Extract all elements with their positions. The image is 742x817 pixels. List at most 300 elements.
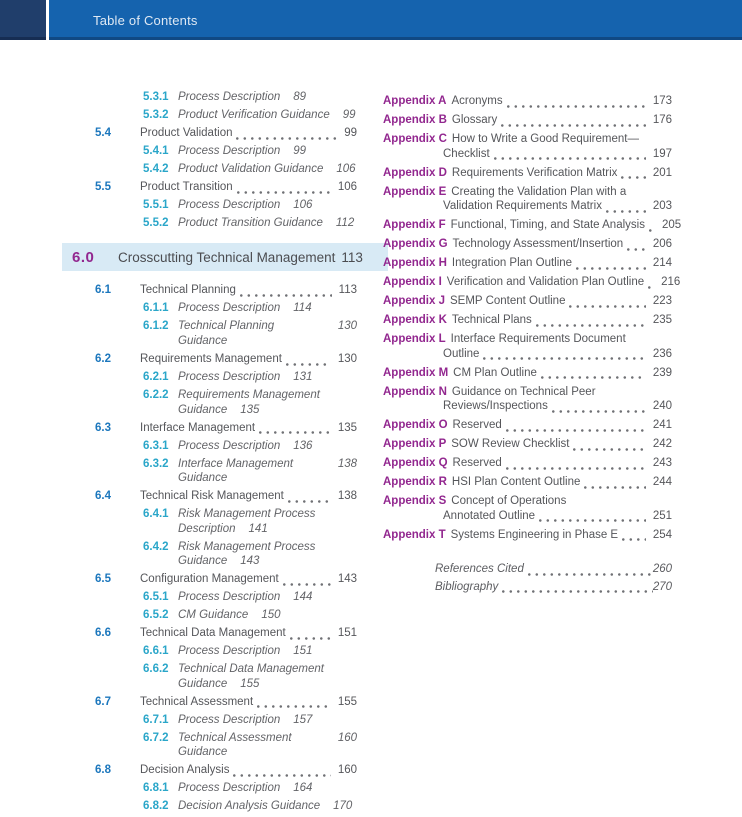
entry-title: SOW Review Checklist	[451, 438, 570, 450]
entry-number: 5.4.2	[143, 162, 169, 175]
entry-title: Technical Planning	[140, 284, 236, 297]
entry-line-1	[383, 494, 672, 509]
entry-title: Process Description	[178, 439, 281, 452]
entry-number: 6.6	[95, 627, 111, 640]
entry-title: Product Transition Guidance	[178, 216, 323, 229]
entry-page-number: 160	[337, 764, 357, 777]
appendix-label: Appendix T	[383, 528, 446, 541]
entry-number: 6.8	[95, 764, 111, 777]
entry-title-continued: Description	[178, 522, 236, 535]
entry-number: 5.4	[95, 126, 111, 139]
toc-entry-6.7[interactable]	[62, 695, 383, 710]
entry-line-1	[383, 218, 682, 233]
entry-page-number: 214	[652, 257, 672, 269]
dot-leader	[483, 357, 645, 360]
entry-title: Decision Analysis	[140, 764, 230, 777]
entry-title: Integration Plan Outline	[451, 257, 573, 269]
dot-leader	[649, 229, 655, 232]
entry-title: Product Validation Guidance	[178, 162, 324, 175]
entry-page-number: 235	[652, 314, 672, 326]
entry-page-number: 223	[652, 295, 672, 307]
entry-title: Process Description	[178, 591, 281, 604]
toc-entry-references-cited[interactable]	[435, 562, 672, 577]
entry-title-continued: Checklist	[443, 147, 490, 160]
dot-leader	[573, 448, 645, 451]
dot-leader	[606, 210, 646, 213]
toc-entry-appendix-r[interactable]	[383, 475, 672, 490]
entry-page-number: 114	[293, 302, 312, 315]
entry-page-number: 106	[293, 198, 313, 211]
toc-entry-appendix-j[interactable]	[383, 294, 672, 309]
toc-entry-6.2[interactable]	[62, 352, 383, 367]
toc-entry-6.1[interactable]	[62, 283, 383, 298]
entry-title: Creating the Validation Plan with a	[451, 185, 627, 198]
entry-number: 6.2.1	[143, 371, 169, 384]
entry-number: 5.5	[95, 180, 111, 193]
entry-page-number: 155	[240, 677, 260, 690]
entry-title: Technology Assessment/Insertion	[452, 238, 624, 250]
appendix-label: Appendix E	[383, 185, 447, 198]
dot-leader	[502, 590, 653, 593]
toc-entry-appendix-h[interactable]	[383, 256, 672, 271]
entry-number: 6.3	[95, 421, 111, 434]
dot-leader	[288, 500, 331, 503]
toc-entry-6.8[interactable]	[62, 763, 383, 778]
toc-entry-5.4.2[interactable]	[62, 162, 383, 177]
entry-title: Bibliography	[435, 580, 499, 593]
entry-title-continued: Reviews/Inspections	[443, 400, 548, 412]
entry-title: How to Write a Good Requirement—	[451, 133, 639, 145]
toc-entry-appendix-i[interactable]	[383, 275, 681, 290]
entry-page-number: 201	[652, 166, 672, 179]
toc-entry-appendix-f[interactable]	[383, 218, 682, 233]
entries-before-chapter	[62, 90, 383, 230]
entry-number: 6.5	[95, 573, 111, 586]
appendix-label: Appendix M	[383, 366, 449, 379]
toc-entry-appendix-e[interactable]	[383, 185, 672, 214]
appendix-label: Appendix H	[383, 257, 447, 269]
entry-page-number: 99	[293, 144, 307, 157]
entry-number: 5.5.1	[143, 198, 169, 211]
entry-number: 6.2.2	[143, 389, 169, 401]
toc-entry-6.4[interactable]	[62, 489, 383, 504]
entry-page-number: 251	[652, 509, 672, 522]
entry-title: Acronyms	[451, 95, 503, 107]
entry-title: Technical Data Management	[140, 627, 286, 640]
toc-entry-6.1.2[interactable]	[62, 319, 383, 348]
entry-title: Configuration Management	[140, 573, 279, 586]
entry-title: Requirements Management	[178, 389, 320, 401]
appendix-label: Appendix D	[383, 166, 447, 179]
entry-page-number: 113	[338, 284, 357, 297]
entry-page-number: 173	[652, 95, 672, 107]
entry-number: 6.1.2	[143, 320, 169, 333]
toc-entry-5.5.1[interactable]	[62, 198, 383, 213]
dot-leader	[494, 157, 646, 160]
entry-page-number: 254	[652, 528, 672, 541]
entry-page-number: 157	[293, 713, 313, 726]
appendix-label: Appendix I	[383, 276, 442, 288]
entry-title: Requirements Verification Matrix	[451, 166, 618, 179]
toc-entry-6.7.2[interactable]	[62, 731, 383, 760]
entry-number: 6.3.2	[143, 457, 169, 470]
entry-title: Technical Data Management	[178, 663, 324, 676]
appendix-label: Appendix S	[383, 495, 447, 507]
entry-title: Guidance on Technical Peer	[451, 385, 596, 398]
entry-page-number: 89	[293, 91, 307, 103]
toc-entry-6.3.1[interactable]	[62, 439, 383, 454]
entry-title: References Cited	[435, 563, 524, 575]
entry-line-1	[383, 132, 672, 147]
entry-page-number: 135	[240, 403, 260, 416]
toc-entry-5.4[interactable]	[62, 126, 383, 141]
dot-leader	[536, 324, 646, 327]
appendix-label: Appendix J	[383, 295, 445, 307]
toc-entry-6.8.2[interactable]	[62, 799, 383, 814]
entry-line-1	[62, 507, 383, 522]
toc-entry-appendix-a[interactable]	[383, 94, 672, 109]
entry-line-1	[383, 456, 672, 471]
dot-leader	[259, 431, 331, 434]
dot-leader	[506, 467, 646, 470]
entry-page-number: 144	[293, 591, 313, 604]
entry-line-1	[62, 388, 383, 403]
entry-number: 6.2	[95, 353, 111, 366]
entry-page-number: 130	[337, 320, 357, 333]
entry-page-number: 236	[652, 347, 672, 360]
entry-line-1	[383, 166, 672, 181]
toc-entry-appendix-d[interactable]	[383, 166, 672, 181]
entry-title: Interface Management	[140, 421, 256, 434]
entry-number: 6.3.1	[143, 439, 169, 452]
entry-page-number: 151	[293, 645, 313, 658]
entry-title-continued: Outline	[443, 347, 480, 360]
entry-title: SEMP Content Outline	[449, 295, 566, 307]
appendix-entries	[383, 94, 682, 542]
entry-page-number: 203	[652, 200, 672, 212]
entry-number: 6.4	[95, 490, 111, 503]
entry-page-number: 130	[337, 353, 357, 366]
entry-title: Product Transition	[140, 180, 233, 193]
entry-page-number: 155	[337, 695, 357, 708]
entry-page-number: 243	[652, 457, 672, 469]
entry-title: Decision Analysis Guidance	[178, 800, 321, 813]
entry-line-2	[383, 509, 672, 524]
toc-entry-5.3.1[interactable]	[62, 90, 383, 105]
entry-title: CM Plan Outline	[453, 366, 537, 379]
entry-line-1	[383, 275, 681, 290]
entry-title: Technical Risk Management	[140, 490, 284, 503]
dot-leader	[622, 538, 646, 541]
entry-title: CM Guidance	[178, 609, 249, 622]
entry-line-2	[62, 554, 383, 569]
entry-page-number: 143	[240, 555, 260, 568]
toc-entry-appendix-c[interactable]	[383, 132, 672, 161]
entry-title: Risk Management Process	[178, 540, 316, 553]
entry-title-continued: Guidance	[178, 555, 228, 568]
appendix-label: Appendix K	[383, 314, 447, 326]
entry-page-number: 197	[652, 147, 672, 160]
appendix-label: Appendix P	[383, 438, 447, 450]
dot-leader	[621, 176, 645, 179]
toc-entry-6.6.1[interactable]	[62, 644, 383, 659]
entry-line-1	[383, 385, 672, 400]
entry-page-number: 138	[337, 490, 357, 503]
toc-entry-6.4.1[interactable]	[62, 507, 383, 536]
entry-line-1	[383, 185, 672, 200]
appendix-label: Appendix C	[383, 133, 447, 145]
entry-title: HSI Plan Content Outline	[451, 476, 581, 488]
dot-leader	[290, 637, 331, 640]
toc-entry-6.5.2[interactable]	[62, 608, 383, 623]
toc-entry-5.5[interactable]	[62, 180, 383, 195]
entry-title: Requirements Management	[140, 353, 282, 366]
entry-line-1	[383, 294, 672, 309]
entry-title: Process Description	[178, 782, 281, 795]
entry-line-2	[62, 522, 383, 537]
entry-title: Reserved	[452, 457, 502, 469]
toc-entry-6.2.2[interactable]	[62, 388, 383, 417]
appendix-label: Appendix L	[383, 333, 446, 345]
entry-page-number: 160	[337, 731, 357, 744]
entry-number: 6.6.2	[143, 663, 169, 676]
toc-body	[0, 40, 742, 817]
dot-leader	[584, 486, 645, 489]
chapter-6-heading[interactable]	[62, 243, 388, 271]
entry-page-number: 244	[652, 476, 672, 488]
entry-page-number: 131	[293, 371, 313, 384]
entry-title: Glossary	[451, 114, 498, 126]
toc-entry-6.6.2[interactable]	[62, 662, 383, 691]
entry-title: Technical Assessment Guidance	[178, 731, 292, 759]
entry-number: 6.7	[95, 695, 111, 708]
dot-leader	[236, 137, 337, 140]
toc-entry-6.3[interactable]	[62, 421, 383, 436]
entry-number: 6.7.2	[143, 731, 169, 744]
entry-number: 6.1.1	[143, 302, 169, 315]
toc-entry-appendix-l[interactable]	[383, 332, 672, 361]
entry-title: Functional, Timing, and State Analysis	[450, 219, 645, 231]
entry-number: 5.5.2	[143, 216, 169, 229]
toc-entry-6.8.1[interactable]	[62, 781, 383, 796]
appendix-label: Appendix N	[383, 385, 447, 398]
toc-entry-6.4.2[interactable]	[62, 540, 383, 569]
toc-entry-5.5.2[interactable]	[62, 216, 383, 231]
entry-number: 6.5.2	[143, 609, 169, 622]
back-matter-entries	[383, 562, 672, 594]
entry-page-number: 241	[652, 419, 672, 431]
entry-page-number: 99	[342, 108, 356, 121]
toc-entry-appendix-q[interactable]	[383, 456, 672, 471]
entry-page-number: 170	[333, 800, 353, 813]
toc-entry-appendix-k[interactable]	[383, 313, 672, 328]
entry-line-1	[383, 237, 672, 252]
toc-entry-appendix-s[interactable]	[383, 494, 672, 523]
entry-number: 6.4.1	[143, 508, 169, 521]
toc-left-column	[62, 90, 383, 817]
dot-leader	[576, 267, 646, 270]
appendix-label: Appendix O	[383, 419, 448, 431]
entry-page-number: 150	[261, 609, 281, 622]
entry-title: Technical Plans	[451, 314, 532, 326]
entry-number: 6.8.1	[143, 782, 169, 795]
dot-leader	[569, 305, 645, 308]
dot-leader	[286, 363, 331, 366]
entry-line-1	[383, 94, 672, 109]
dot-leader	[240, 294, 332, 297]
toc-entry-5.3.2[interactable]	[62, 108, 383, 123]
entry-page-number: 240	[652, 400, 672, 412]
toc-entry-appendix-p[interactable]	[383, 437, 672, 452]
entry-line-2	[383, 199, 672, 214]
entry-number: 5.3.1	[143, 91, 169, 103]
entry-line-1	[62, 540, 383, 555]
entry-title: Process Description	[178, 371, 281, 384]
entry-line-2	[383, 147, 672, 162]
entry-title: Concept of Operations	[451, 495, 567, 507]
header-bar	[49, 0, 742, 40]
entry-title: Process Description	[178, 645, 281, 658]
dot-leader	[539, 519, 646, 522]
entry-page-number: 112	[335, 216, 355, 229]
toc-entry-5.4.1[interactable]	[62, 144, 383, 159]
entry-title: Reserved	[452, 419, 502, 431]
entry-page-number: 270	[652, 580, 672, 593]
dot-leader	[501, 124, 646, 127]
entry-page-number: 176	[652, 114, 672, 126]
dot-leader	[627, 248, 646, 251]
entry-line-1	[383, 113, 672, 128]
chapter-number: 6.0	[72, 248, 95, 266]
entry-page-number: 138	[337, 457, 357, 470]
entry-title: Process Description	[178, 302, 281, 315]
entry-page-number: 206	[652, 238, 672, 250]
entry-page-number: 141	[248, 522, 268, 535]
dot-leader	[283, 583, 331, 586]
entry-number: 6.7.1	[143, 713, 169, 726]
page-header-banner	[0, 0, 742, 40]
entry-title: Verification and Validation Plan Outline	[446, 276, 645, 288]
entry-line-1	[383, 418, 672, 433]
toc-entry-6.5[interactable]	[62, 572, 383, 587]
entry-line-1	[383, 256, 672, 271]
dot-leader	[506, 429, 646, 432]
dot-leader	[648, 286, 654, 289]
toc-right-column	[383, 90, 682, 817]
toc-entry-appendix-n[interactable]	[383, 385, 672, 414]
dot-leader	[507, 105, 646, 108]
entry-title: Process Description	[178, 91, 281, 103]
toc-entry-6.1.1[interactable]	[62, 301, 383, 316]
entry-number: 6.8.2	[143, 800, 169, 813]
entry-line-1	[383, 528, 672, 543]
entry-title: Technical Assessment	[140, 695, 254, 708]
entry-page-number: 106	[336, 162, 356, 175]
toc-entry-6.3.2[interactable]	[62, 457, 383, 486]
entry-title: Systems Engineering in Phase E	[450, 528, 619, 541]
dot-leader	[237, 191, 331, 194]
entry-number: 5.3.2	[143, 108, 169, 121]
entry-number: 6.4.2	[143, 540, 169, 553]
chapter-6-entries	[62, 283, 383, 813]
appendix-label: Appendix B	[383, 114, 447, 126]
entry-title: Product Verification Guidance	[178, 108, 330, 121]
toc-entry-appendix-t[interactable]	[383, 528, 672, 543]
entry-line-2	[62, 677, 383, 692]
entry-line-1	[383, 437, 672, 452]
entry-line-2	[383, 347, 672, 362]
entry-page-number: 239	[652, 366, 672, 379]
entry-page-number: 260	[652, 563, 672, 575]
dot-leader	[528, 573, 653, 576]
entry-page-number: 106	[337, 180, 357, 193]
toc-entry-6.6[interactable]	[62, 626, 383, 641]
appendix-label: Appendix F	[383, 219, 446, 231]
entry-line-1	[383, 332, 672, 347]
entry-page-number: 242	[652, 438, 672, 450]
entry-page-number: 164	[293, 782, 313, 795]
entry-line-1	[383, 313, 672, 328]
entry-page-number: 143	[337, 573, 357, 586]
entry-number: 5.4.1	[143, 144, 169, 157]
entry-title: Product Validation	[140, 126, 233, 139]
chapter-title: Crosscutting Technical Management	[118, 249, 336, 265]
entry-line-1	[383, 366, 672, 381]
entry-title: Process Description	[178, 198, 281, 211]
toc-entry-appendix-m[interactable]	[383, 366, 672, 381]
entry-page-number: 135	[337, 421, 357, 434]
entry-line-1	[383, 475, 672, 490]
toc-entry-appendix-b[interactable]	[383, 113, 672, 128]
entry-title-continued: Validation Requirements Matrix	[443, 200, 602, 212]
entry-number: 6.1	[95, 284, 111, 297]
toc-entry-6.7.1[interactable]	[62, 713, 383, 728]
entry-title: Interface Requirements Document	[450, 333, 626, 345]
entry-title: Process Description	[178, 713, 281, 726]
chapter-page-number: 113	[341, 249, 363, 265]
appendix-label: Appendix G	[383, 238, 448, 250]
toc-entry-6.2.1[interactable]	[62, 370, 383, 385]
toc-entry-appendix-o[interactable]	[383, 418, 672, 433]
toc-entry-6.5.1[interactable]	[62, 590, 383, 605]
entry-page-number: 216	[661, 276, 681, 288]
dot-leader	[233, 774, 330, 777]
dot-leader	[257, 705, 331, 708]
entry-page-number: 205	[661, 219, 682, 231]
entry-title: Risk Management Process	[178, 508, 316, 521]
entry-line-2	[383, 399, 672, 414]
entry-title-continued: Guidance	[178, 677, 228, 690]
entry-title: Interface Management Guidance	[178, 457, 294, 485]
appendix-label: Appendix Q	[383, 457, 448, 469]
entry-line-1	[62, 662, 383, 677]
entry-page-number: 99	[344, 126, 357, 139]
appendix-label: Appendix R	[383, 476, 447, 488]
entry-title: Process Description	[178, 144, 281, 157]
entry-number: 6.6.1	[143, 645, 169, 658]
toc-entry-appendix-g[interactable]	[383, 237, 672, 252]
entry-title-continued: Annotated Outline	[443, 509, 536, 522]
entry-title: Technical Planning Guidance	[178, 320, 275, 348]
entry-line-2	[62, 403, 383, 418]
appendix-label: Appendix A	[383, 95, 447, 107]
entry-title-continued: Guidance	[178, 403, 228, 416]
dot-leader	[552, 410, 646, 413]
toc-entry-bibliography[interactable]	[435, 580, 672, 595]
header-corner-block	[0, 0, 46, 40]
entry-page-number: 136	[293, 439, 313, 452]
dot-leader	[541, 376, 646, 379]
